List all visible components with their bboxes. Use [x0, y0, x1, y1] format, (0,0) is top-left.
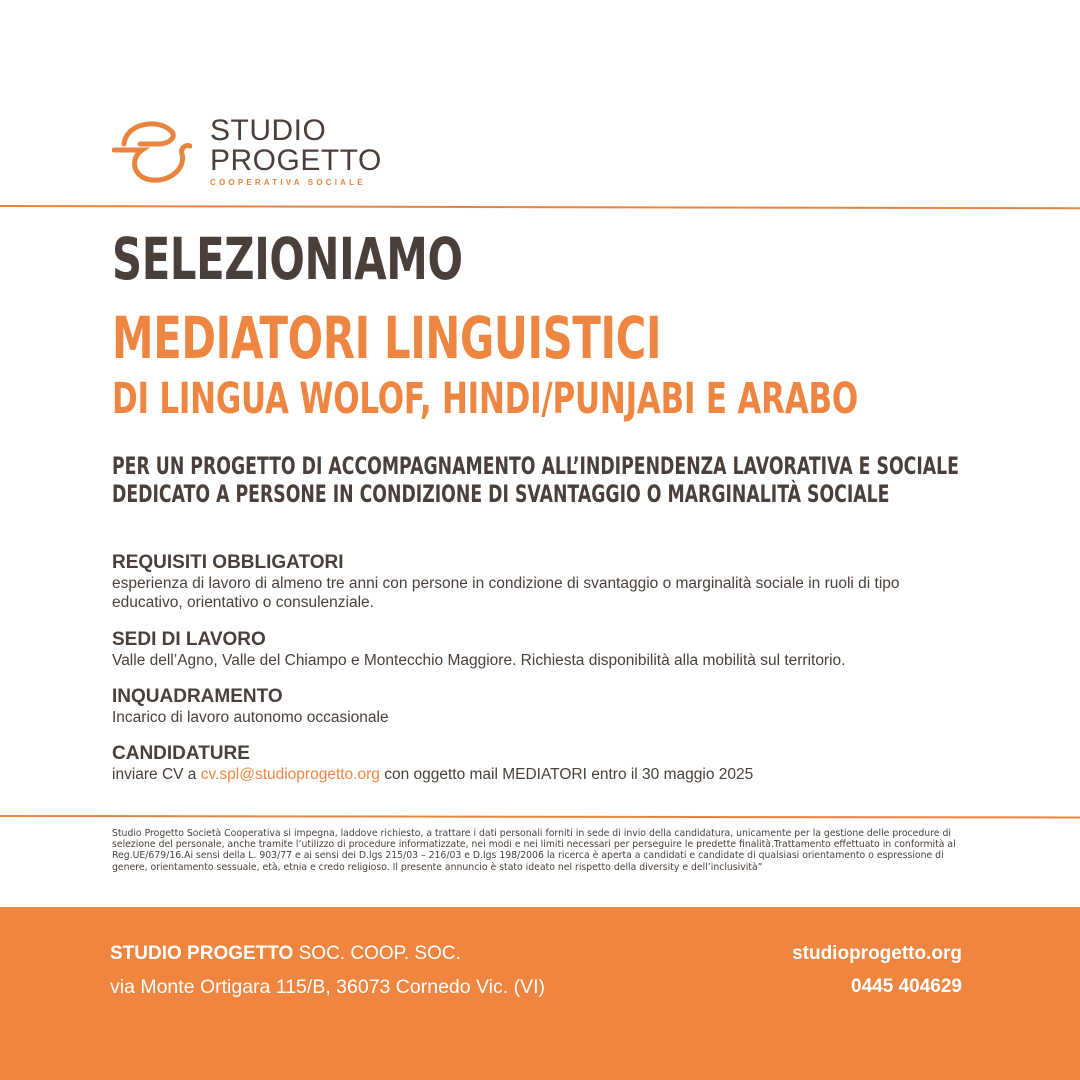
section-candidature: [112, 743, 972, 784]
section-body: [112, 765, 972, 784]
section-title: SEDI DI LAVORO: [112, 629, 266, 650]
logo-text-line2: PROGETTO: [210, 144, 382, 177]
logo-subtitle: COOPERATIVA SOCIALE: [210, 178, 366, 187]
headline-project-line2: DEDICATO A PERSONE IN CONDIZIONE DI SVANTAGGIO O MARGINALITÀ SOCIALE: [112, 480, 890, 508]
studio-progetto-logo-icon: [112, 114, 192, 188]
section-requisiti: [112, 552, 972, 612]
divider-top: [0, 205, 1080, 209]
footer-address: via Monte Ortigara 115/B, 36073 Cornedo Vic. (VI): [110, 976, 546, 998]
section-body: Valle dell’Agno, Valle del Chiampo e Montecchio Maggiore. Richiesta disponibilità alla mobilità sul territorio.: [112, 652, 846, 669]
footer-org-type: SOC. COOP. SOC.: [293, 943, 461, 964]
section-title: CANDIDATURE: [112, 743, 250, 764]
section-inquadramento: [112, 686, 972, 727]
footer-org-name: STUDIO PROGETTO: [110, 943, 294, 964]
footer-website[interactable]: studioprogetto.org: [792, 943, 962, 964]
headline-role: MEDIATORI LINGUISTICI: [112, 304, 662, 372]
headline-selezioniamo: SELEZIONIAMO: [112, 225, 463, 293]
section-body: esperienza di lavoro di almeno tre anni con persone in condizione di svantaggio o marginalità sociale in ruoli di tipo educativo, orientativo o consulenziale.: [112, 575, 900, 611]
section-title: REQUISITI OBBLIGATORI: [112, 552, 344, 573]
section-title: INQUADRAMENTO: [112, 686, 283, 707]
candidature-text-post: con oggetto mail MEDIATORI entro il 30 maggio 2025: [379, 766, 754, 783]
logo: [112, 112, 382, 192]
section-body: Incarico di lavoro autonomo occasionale: [112, 709, 389, 726]
email-link[interactable]: cv.spl@studioprogetto.org: [200, 766, 380, 783]
logo-text-line1: STUDIO: [210, 114, 327, 147]
divider-bottom: [0, 815, 1080, 819]
footer-phone[interactable]: 0445 404629: [851, 976, 962, 997]
footer-org: [110, 943, 461, 965]
headline-languages: DI LINGUA WOLOF, HINDI/PUNJABI E ARABO: [112, 374, 859, 424]
section-sedi: [112, 629, 972, 670]
footer: [0, 907, 1080, 1080]
headline-project: [112, 452, 959, 508]
headline-project-line1: PER UN PROGETTO DI ACCOMPAGNAMENTO ALL’INDIPENDENZA LAVORATIVA E SOCIALE: [112, 452, 959, 480]
candidature-text-pre: inviare CV a: [112, 766, 201, 783]
privacy-disclaimer: Studio Progetto Società Cooperativa si impegna, laddove richiesto, a trattare i dati personali forniti in sede di invio della candidatura, unicamente per la gestione delle procedure di selezione del personale, anche tramite l’utilizzo di procedure informatizzate, nei modi e nei limiti necessari per perseguire le predette finalità.Trattamento effettuato in conformità al Reg.UE/679/16.Ai sensi della L. 903/77 e ai sensi dei D.lgs 215/03 – 216/03 e D.lgs 198/2006 la ricerca è aperta a candidati e candidate di qualsiasi orientamento o espressione di genere, orientamento sessuale, età, etnia e credo religioso. Il presente annuncio è stato ideato nel rispetto della diversity e dell’inclusività”: [112, 828, 956, 873]
